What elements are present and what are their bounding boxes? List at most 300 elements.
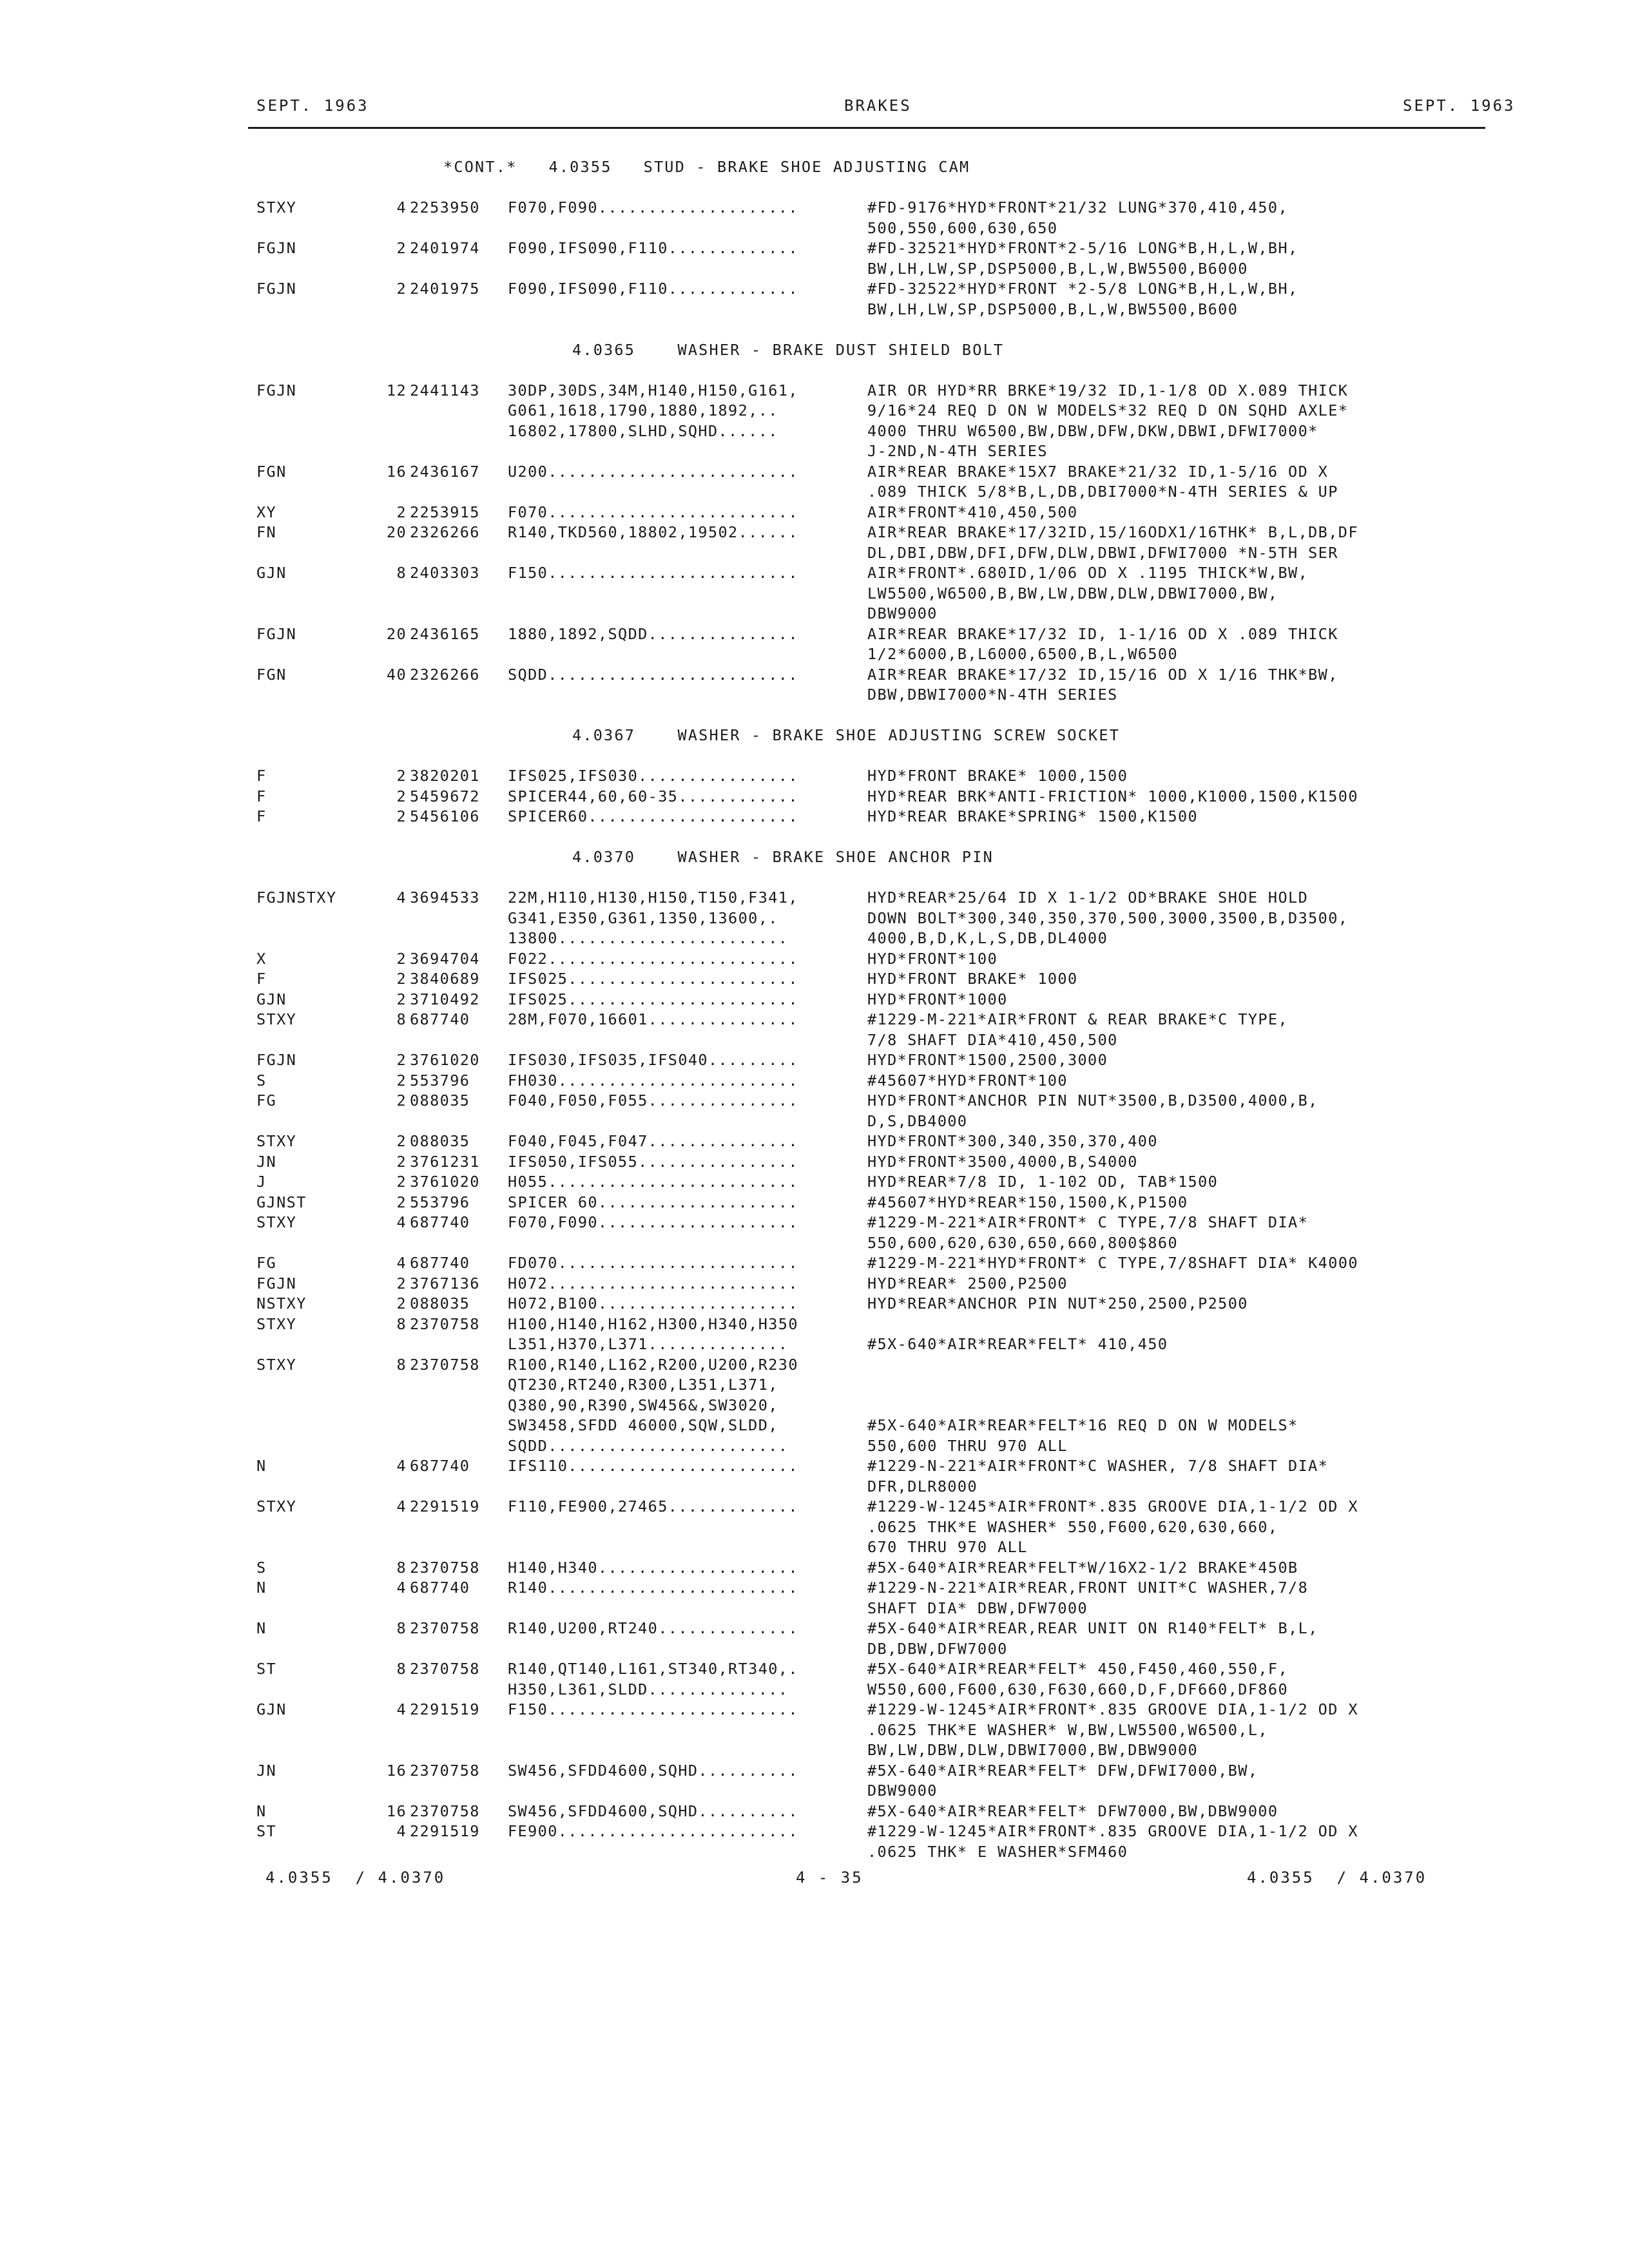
description: HYD*FRONT*3500,4000,B,S4000 xyxy=(867,1152,1138,1171)
part-row xyxy=(256,401,1487,421)
part-row xyxy=(256,300,1487,320)
part-row xyxy=(256,1680,1487,1700)
application: F150......................... xyxy=(508,564,798,582)
description: SHAFT DIA* DBW,DFW7000 xyxy=(867,1599,1088,1617)
header-rule xyxy=(248,127,1485,129)
model-code: N xyxy=(256,1457,267,1475)
quantity: 16 xyxy=(386,462,407,481)
application: F110,FE900,27465............. xyxy=(508,1497,798,1515)
description: HYD*REAR BRK*ANTI-FRICTION* 1000,K1000,1500,K1500 xyxy=(867,787,1358,805)
part-number: 3710492 xyxy=(410,990,480,1008)
part-row xyxy=(256,421,1487,442)
header-date-left: SEPT. 1963 xyxy=(256,97,369,115)
description: 7/8 SHAFT DIA*410,450,500 xyxy=(867,1030,1118,1049)
description: AIR*REAR BRAKE*15X7 BRAKE*21/32 ID,1-5/16 OD X xyxy=(867,462,1329,481)
application: 16802,17800,SLHD,SQHD...... xyxy=(508,421,778,440)
application: SW3458,SFDD 46000,SQW,SLDD, xyxy=(508,1416,778,1434)
part-row xyxy=(256,1152,1487,1173)
description: HYD*FRONT*100 xyxy=(867,949,998,968)
part-row xyxy=(256,1659,1487,1680)
description: AIR*REAR BRAKE*17/32ID,15/16ODX1/16THK* B,L,DB,DF xyxy=(867,523,1358,541)
description: #1229-M-221*AIR*FRONT* C TYPE,7/8 SHAFT DIA* xyxy=(867,1213,1309,1231)
model-code: ST xyxy=(256,1822,277,1840)
part-row xyxy=(256,1091,1487,1111)
description: #1229-M-221*AIR*FRONT & REAR BRAKE*C TYPE, xyxy=(867,1010,1289,1028)
part-number: 3761020 xyxy=(410,1173,480,1191)
description: 1/2*6000,B,L6000,6500,B,L,W6500 xyxy=(867,645,1178,663)
quantity: 8 xyxy=(396,1355,407,1374)
description: #45607*HYD*FRONT*100 xyxy=(867,1071,1068,1090)
application: R140......................... xyxy=(508,1579,798,1597)
part-number: 2370758 xyxy=(410,1314,480,1333)
part-number: 687740 xyxy=(410,1457,470,1475)
quantity: 2 xyxy=(396,787,407,805)
footer-range-right: 4.0355 / 4.0370 xyxy=(1247,1869,1427,1887)
part-row xyxy=(256,807,1487,827)
part-row xyxy=(256,1396,1487,1416)
model-code: F xyxy=(256,807,267,825)
part-number: 2253950 xyxy=(410,198,480,216)
description: HYD*REAR* 2500,P2500 xyxy=(867,1274,1068,1293)
description: DL,DBI,DBW,DFI,DFW,DLW,DBWI,DFWI7000 *N-5TH SER xyxy=(867,543,1338,562)
part-number: 687740 xyxy=(410,1254,470,1272)
part-row xyxy=(256,1477,1487,1497)
description: .089 THICK 5/8*B,L,DB,DBI7000*N-4TH SERIES & UP xyxy=(867,483,1338,501)
quantity: 2 xyxy=(396,1132,407,1150)
description: #5X-640*AIR*REAR*FELT*16 REQ D ON W MODELS* xyxy=(867,1416,1298,1434)
application: IFS050,IFS055................ xyxy=(508,1152,798,1171)
quantity: 2 xyxy=(396,1193,407,1211)
quantity: 4 xyxy=(396,1579,407,1597)
model-code: STXY xyxy=(256,1132,297,1150)
part-number: 2370758 xyxy=(410,1802,480,1820)
part-number: 2291519 xyxy=(410,1700,480,1718)
description: #45607*HYD*REAR*150,1500,K,P1500 xyxy=(867,1193,1188,1211)
part-row xyxy=(256,949,1487,970)
application: U200......................... xyxy=(508,462,798,481)
application: SW456,SFDD4600,SQHD.......... xyxy=(508,1802,798,1820)
quantity: 4 xyxy=(396,1497,407,1515)
section-title xyxy=(256,157,1487,178)
section-title xyxy=(256,847,1487,868)
model-code: FGJN xyxy=(256,239,297,257)
part-row xyxy=(256,1416,1487,1436)
description: HYD*FRONT BRAKE* 1000,1500 xyxy=(867,767,1128,785)
part-row xyxy=(256,1599,1487,1619)
section-title-text: 4.0370 WASHER - BRAKE SHOE ANCHOR PIN xyxy=(572,848,994,866)
description: #5X-640*AIR*REAR*FELT* DFW,DFWI7000,BW, xyxy=(867,1761,1258,1780)
part-number: 5456106 xyxy=(410,807,480,825)
quantity: 8 xyxy=(396,1558,407,1577)
quantity: 4 xyxy=(396,889,407,907)
description: 550,600 THRU 970 ALL xyxy=(867,1436,1068,1455)
description: #1229-N-221*AIR*REAR,FRONT UNIT*C WASHER,7/8 xyxy=(867,1579,1309,1597)
model-code: FGN xyxy=(256,462,287,481)
application: 13800....................... xyxy=(508,929,789,947)
quantity: 2 xyxy=(396,503,407,521)
quantity: 4 xyxy=(396,198,407,216)
application: 22M,H110,H130,H150,T150,F341, xyxy=(508,889,798,907)
part-row xyxy=(256,1334,1487,1355)
part-row xyxy=(256,441,1487,462)
part-row xyxy=(256,1193,1487,1213)
part-number: 088035 xyxy=(410,1294,470,1312)
description: #1229-W-1245*AIR*FRONT*.835 GROOVE DIA,1-1/2 OD X xyxy=(867,1822,1358,1840)
model-code: S xyxy=(256,1071,267,1090)
quantity: 8 xyxy=(396,1010,407,1028)
application: 28M,F070,16601............... xyxy=(508,1010,798,1028)
part-row xyxy=(256,624,1487,645)
model-code: GJNST xyxy=(256,1193,307,1211)
quantity: 2 xyxy=(396,767,407,785)
description: BW,LW,DBW,DLW,DBWI7000,BW,DBW9000 xyxy=(867,1741,1199,1759)
model-code: FGJN xyxy=(256,381,297,399)
section-title xyxy=(256,340,1487,361)
quantity: 8 xyxy=(396,1314,407,1333)
part-row xyxy=(256,1740,1487,1761)
description: LW5500,W6500,B,BW,LW,DBW,DLW,DBWI7000,BW, xyxy=(867,584,1278,602)
part-row xyxy=(256,1071,1487,1091)
description: #5X-640*AIR*REAR*FELT* 410,450 xyxy=(867,1335,1168,1353)
part-row xyxy=(256,1274,1487,1294)
quantity: 2 xyxy=(396,990,407,1008)
application: SPICER44,60,60-35............ xyxy=(508,787,798,805)
footer-range-left: 4.0355 / 4.0370 xyxy=(265,1869,446,1887)
section-title-text: 4.0365 WASHER - BRAKE DUST SHIELD BOLT xyxy=(572,340,1005,359)
part-row xyxy=(256,279,1487,300)
quantity: 4 xyxy=(396,1822,407,1840)
model-code: STXY xyxy=(256,1314,297,1333)
quantity: 2 xyxy=(396,1274,407,1293)
part-row xyxy=(256,908,1487,929)
quantity: 8 xyxy=(396,564,407,582)
part-number: 3761020 xyxy=(410,1051,480,1069)
application: FE900........................ xyxy=(508,1822,798,1840)
application: H055......................... xyxy=(508,1173,798,1191)
application: SQDD........................ xyxy=(508,1436,789,1455)
application: IFS025....................... xyxy=(508,990,798,1008)
quantity: 20 xyxy=(386,624,407,643)
application: R140,QT140,L161,ST340,RT340,. xyxy=(508,1660,798,1678)
quantity: 2 xyxy=(396,807,407,825)
description: 550,600,620,630,650,660,800$860 xyxy=(867,1233,1178,1252)
model-code: STXY xyxy=(256,1213,297,1231)
header-date-right: SEPT. 1963 xyxy=(1403,97,1516,115)
part-row xyxy=(256,1355,1487,1376)
part-row xyxy=(256,1639,1487,1660)
section-title-text: *CONT.* 4.0355 STUD - BRAKE SHOE ADJUSTING CAM xyxy=(443,158,970,176)
quantity: 4 xyxy=(396,1700,407,1718)
part-row xyxy=(256,1537,1487,1558)
part-number: 2326266 xyxy=(410,523,480,541)
description: HYD*REAR BRAKE*SPRING* 1500,K1500 xyxy=(867,807,1199,825)
part-number: 2326266 xyxy=(410,665,480,684)
application: 1880,1892,SQDD............... xyxy=(508,624,798,643)
part-row xyxy=(256,1700,1487,1720)
description: #5X-640*AIR*REAR*FELT* 450,F450,460,550,F, xyxy=(867,1660,1289,1678)
part-row xyxy=(256,1456,1487,1477)
part-row xyxy=(256,218,1487,239)
description: HYD*FRONT*1000 xyxy=(867,990,1008,1008)
part-number: 3840689 xyxy=(410,970,480,988)
application: F022......................... xyxy=(508,949,798,968)
quantity: 4 xyxy=(396,1457,407,1475)
quantity: 8 xyxy=(396,1660,407,1678)
part-number: 2401974 xyxy=(410,239,480,257)
application: H072,B100.................... xyxy=(508,1294,798,1312)
part-row xyxy=(256,584,1487,604)
part-row xyxy=(256,563,1487,584)
model-code: GJN xyxy=(256,990,287,1008)
part-row xyxy=(256,1558,1487,1579)
application: F040,F045,F047............... xyxy=(508,1132,798,1150)
section-title-text: 4.0367 WASHER - BRAKE SHOE ADJUSTING SCREW SOCKET xyxy=(572,726,1121,744)
part-number: 687740 xyxy=(410,1010,470,1028)
application: H072......................... xyxy=(508,1274,798,1293)
part-row xyxy=(256,1131,1487,1152)
description: #FD-32521*HYD*FRONT*2-5/16 LONG*B,H,L,W,BH, xyxy=(867,239,1298,257)
application: SPICER60..................... xyxy=(508,807,798,825)
application: H100,H140,H162,H300,H340,H350 xyxy=(508,1314,798,1333)
part-row xyxy=(256,1821,1487,1842)
quantity: 16 xyxy=(386,1761,407,1780)
part-row xyxy=(256,1802,1487,1822)
model-code: F xyxy=(256,767,267,785)
page-number: 4 - 35 xyxy=(796,1869,863,1887)
application: H140,H340.................... xyxy=(508,1558,798,1577)
application: R140,U200,RT240.............. xyxy=(508,1619,798,1637)
application: F070,F090.................... xyxy=(508,198,798,216)
application: H350,L361,SLDD.............. xyxy=(508,1680,789,1698)
model-code: FG xyxy=(256,1091,277,1110)
application: F090,IFS090,F110............. xyxy=(508,239,798,257)
description: AIR*FRONT*.680ID,1/06 OD X .1195 THICK*W,BW, xyxy=(867,564,1309,582)
description: HYD*REAR*ANCHOR PIN NUT*250,2500,P2500 xyxy=(867,1294,1248,1312)
application: F090,IFS090,F110............. xyxy=(508,280,798,298)
description: #1229-W-1245*AIR*FRONT*.835 GROOVE DIA,1-1/2 OD X xyxy=(867,1497,1358,1515)
model-code: X xyxy=(256,949,267,968)
description: DBW,DBWI7000*N-4TH SERIES xyxy=(867,686,1118,704)
description: 670 THRU 970 ALL xyxy=(867,1538,1028,1556)
part-number: 088035 xyxy=(410,1132,470,1150)
quantity: 2 xyxy=(396,949,407,968)
model-code: N xyxy=(256,1802,267,1820)
parts-listing xyxy=(256,157,1487,1862)
part-row xyxy=(256,1050,1487,1071)
part-number: 2436167 xyxy=(410,462,480,481)
part-row xyxy=(256,482,1487,503)
model-code: FGJN xyxy=(256,1051,297,1069)
description: #FD-9176*HYD*FRONT*21/32 LUNG*370,410,450, xyxy=(867,198,1289,216)
description: 4000,B,D,K,L,S,DB,DL4000 xyxy=(867,929,1108,947)
description: HYD*FRONT*ANCHOR PIN NUT*3500,B,D3500,4000,B, xyxy=(867,1091,1318,1110)
description: DBW9000 xyxy=(867,604,938,622)
application: FH030........................ xyxy=(508,1071,798,1090)
quantity: 2 xyxy=(396,280,407,298)
model-code: FGJN xyxy=(256,280,297,298)
application: IFS030,IFS035,IFS040......... xyxy=(508,1051,798,1069)
quantity: 2 xyxy=(396,1294,407,1312)
part-number: 687740 xyxy=(410,1213,470,1231)
part-row xyxy=(256,1619,1487,1639)
model-code: FGJNSTXY xyxy=(256,889,337,907)
part-row xyxy=(256,523,1487,543)
part-row xyxy=(256,198,1487,218)
application: G061,1618,1790,1880,1892,.. xyxy=(508,401,778,419)
description: HYD*FRONT*300,340,350,370,400 xyxy=(867,1132,1158,1150)
part-row xyxy=(256,1030,1487,1051)
part-row xyxy=(256,238,1487,259)
description: HYD*FRONT BRAKE* 1000 xyxy=(867,970,1078,988)
model-code: J xyxy=(256,1173,267,1191)
part-row xyxy=(256,1761,1487,1782)
description: DBW9000 xyxy=(867,1782,938,1800)
part-row xyxy=(256,1842,1487,1863)
part-row xyxy=(256,1010,1487,1030)
model-code: ST xyxy=(256,1660,277,1678)
part-row xyxy=(256,888,1487,908)
quantity: 2 xyxy=(396,1071,407,1090)
description: BW,LH,LW,SP,DSP5000,B,L,W,BW5500,B600 xyxy=(867,300,1239,318)
model-code: N xyxy=(256,1579,267,1597)
application: R100,R140,L162,R200,U200,R230 xyxy=(508,1355,798,1374)
application: FD070........................ xyxy=(508,1254,798,1272)
part-row xyxy=(256,381,1487,401)
quantity: 2 xyxy=(396,1091,407,1110)
quantity: 2 xyxy=(396,970,407,988)
description: #1229-M-221*HYD*FRONT* C TYPE,7/8SHAFT DIA* K4000 xyxy=(867,1254,1358,1272)
part-row xyxy=(256,1172,1487,1193)
part-row xyxy=(256,1314,1487,1335)
description: .0625 THK*E WASHER* W,BW,LW5500,W6500,L, xyxy=(867,1720,1268,1739)
part-number: 2436165 xyxy=(410,624,480,643)
description: AIR*REAR BRAKE*17/32 ID, 1-1/16 OD X .089 THICK xyxy=(867,624,1338,643)
part-row xyxy=(256,1111,1487,1132)
part-number: 2370758 xyxy=(410,1355,480,1374)
model-code: FGN xyxy=(256,665,287,684)
application: IFS110....................... xyxy=(508,1457,798,1475)
part-number: 2370758 xyxy=(410,1761,480,1780)
description: 4000 THRU W6500,BW,DBW,DFW,DKW,DBWI,DFWI7000* xyxy=(867,421,1318,440)
part-row xyxy=(256,969,1487,990)
description: #5X-640*AIR*REAR*FELT*W/16X2-1/2 BRAKE*450B xyxy=(867,1558,1298,1577)
quantity: 40 xyxy=(386,665,407,684)
application: 30DP,30DS,34M,H140,H150,G161, xyxy=(508,381,798,399)
description: HYD*REAR*25/64 ID X 1-1/2 OD*BRAKE SHOE HOLD xyxy=(867,889,1309,907)
part-row xyxy=(256,1375,1487,1396)
part-number: 3761231 xyxy=(410,1152,480,1171)
application: R140,TKD560,18802,19502...... xyxy=(508,523,798,541)
model-code: XY xyxy=(256,503,277,521)
part-row xyxy=(256,644,1487,665)
model-code: JN xyxy=(256,1152,277,1171)
description: W550,600,F600,630,F630,660,D,F,DF660,DF860 xyxy=(867,1680,1289,1698)
part-row xyxy=(256,1253,1487,1274)
application: SQDD......................... xyxy=(508,665,798,684)
application: F070,F090.................... xyxy=(508,1213,798,1231)
model-code: F xyxy=(256,970,267,988)
part-row xyxy=(256,462,1487,483)
application: IFS025,IFS030................ xyxy=(508,767,798,785)
description: DFR,DLR8000 xyxy=(867,1477,978,1495)
description: DOWN BOLT*300,340,350,370,500,3000,3500,B,D3500, xyxy=(867,908,1349,927)
model-code: STXY xyxy=(256,1497,297,1515)
quantity: 8 xyxy=(396,1619,407,1637)
part-number: 2441143 xyxy=(410,381,480,399)
part-row xyxy=(256,604,1487,624)
model-code: FN xyxy=(256,523,277,541)
part-number: 2291519 xyxy=(410,1822,480,1840)
part-number: 553796 xyxy=(410,1071,470,1090)
part-row xyxy=(256,787,1487,807)
part-number: 553796 xyxy=(410,1193,470,1211)
description: DB,DBW,DFW7000 xyxy=(867,1639,1008,1658)
quantity: 12 xyxy=(386,381,407,399)
description: #1229-N-221*AIR*FRONT*C WASHER, 7/8 SHAFT DIA* xyxy=(867,1457,1329,1475)
model-code: FGJN xyxy=(256,1274,297,1293)
part-row xyxy=(256,1294,1487,1314)
part-number: 2370758 xyxy=(410,1660,480,1678)
part-number: 3694533 xyxy=(410,889,480,907)
model-code: STXY xyxy=(256,1010,297,1028)
part-number: 3694704 xyxy=(410,949,480,968)
quantity: 2 xyxy=(396,1152,407,1171)
application: QT230,RT240,R300,L351,L371, xyxy=(508,1376,778,1394)
part-number: 088035 xyxy=(410,1091,470,1110)
application: IFS025....................... xyxy=(508,970,798,988)
application: SW456,SFDD4600,SQHD.......... xyxy=(508,1761,798,1780)
section-title xyxy=(256,726,1487,746)
part-row xyxy=(256,928,1487,949)
application: G341,E350,G361,1350,13600,. xyxy=(508,908,778,927)
quantity: 4 xyxy=(396,1254,407,1272)
part-row xyxy=(256,1436,1487,1457)
description: AIR OR HYD*RR BRKE*19/32 ID,1-1/8 OD X.089 THICK xyxy=(867,381,1349,399)
part-row xyxy=(256,1578,1487,1599)
model-code: F xyxy=(256,787,267,805)
part-number: 2253915 xyxy=(410,503,480,521)
part-row xyxy=(256,1213,1487,1233)
application: F040,F050,F055............... xyxy=(508,1091,798,1110)
part-number: 2401975 xyxy=(410,280,480,298)
model-code: JN xyxy=(256,1761,277,1780)
quantity: 16 xyxy=(386,1802,407,1820)
model-code: STXY xyxy=(256,1355,297,1374)
description: .0625 THK* E WASHER*SFM460 xyxy=(867,1842,1128,1861)
description: AIR*FRONT*410,450,500 xyxy=(867,503,1078,521)
part-row xyxy=(256,766,1487,787)
model-code: STXY xyxy=(256,198,297,216)
application: F150......................... xyxy=(508,1700,798,1718)
application: F070......................... xyxy=(508,503,798,521)
description: AIR*REAR BRAKE*17/32 ID,15/16 OD X 1/16 THK*BW, xyxy=(867,665,1338,684)
model-code: NSTXY xyxy=(256,1294,307,1312)
description: HYD*FRONT*1500,2500,3000 xyxy=(867,1051,1108,1069)
application: Q380,90,R390,SW456&,SW3020, xyxy=(508,1396,778,1414)
model-code: GJN xyxy=(256,1700,287,1718)
description: D,S,DB4000 xyxy=(867,1111,968,1130)
description: J-2ND,N-4TH SERIES xyxy=(867,442,1048,460)
part-row xyxy=(256,543,1487,564)
part-row xyxy=(256,1781,1487,1802)
model-code: N xyxy=(256,1619,267,1637)
part-row xyxy=(256,503,1487,523)
model-code: FG xyxy=(256,1254,277,1272)
description: 500,550,600,630,650 xyxy=(867,218,1058,237)
part-number: 2291519 xyxy=(410,1497,480,1515)
part-number: 2403303 xyxy=(410,564,480,582)
application: SPICER 60.................... xyxy=(508,1193,798,1211)
